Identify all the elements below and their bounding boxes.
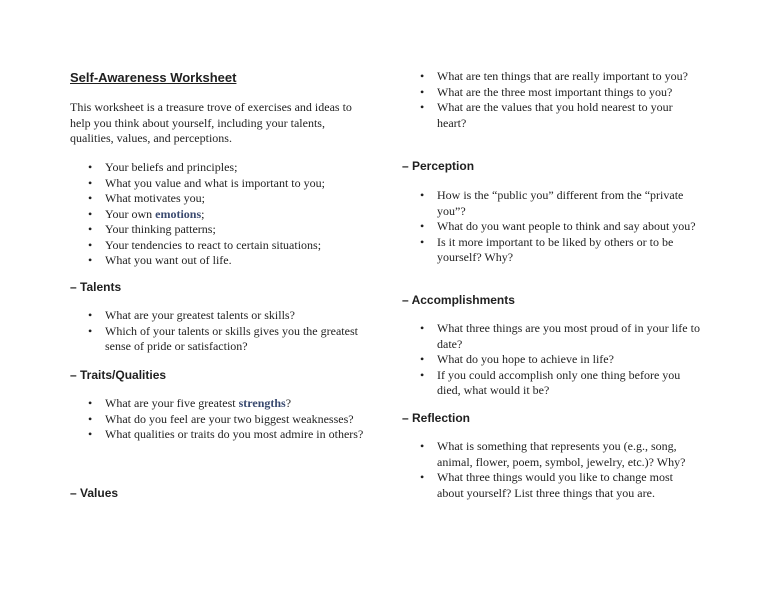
list-item: • What are ten things that are really important to you? [402, 69, 702, 85]
list-item [70, 396, 370, 412]
list-item: • What are the values that you hold nearest to your heart? [402, 100, 702, 131]
talents-list [70, 308, 370, 355]
perception-list [402, 188, 702, 266]
list-item: • How is the “public you” different from the “private you”? [402, 188, 702, 219]
list-item: • What do you want people to think and say about you? [402, 219, 702, 235]
list-item: • What three things would you like to change most about yourself? List three things that you are. [402, 470, 702, 501]
list-item-text: What are your five greatest [105, 396, 239, 410]
list-item: • Is it more important to be liked by others or to be yourself? Why? [402, 235, 702, 266]
traits-list [70, 396, 370, 443]
list-item: • What do you feel are your two biggest weaknesses? [70, 412, 370, 428]
values-list [402, 69, 702, 131]
list-item: • What you value and what is important to you; [70, 176, 370, 192]
reflection-list [402, 439, 702, 501]
reflection-heading: – Reflection [402, 411, 471, 425]
accomplishments-heading: – Accomplishments [402, 293, 515, 307]
perception-heading: – Perception [402, 159, 475, 173]
list-item: • What do you hope to achieve in life? [402, 352, 702, 368]
strengths-link-text: strengths [238, 396, 286, 410]
list-item: • Which of your talents or skills gives you the greatest sense of pride or satisfaction? [70, 324, 370, 355]
intro-list [70, 160, 370, 269]
talents-heading: – Talents [70, 280, 122, 294]
list-item: • If you could accomplish only one thing before you died, what would it be? [402, 368, 702, 399]
list-item: • What you want out of life. [70, 253, 370, 269]
emotions-link-text: emotions [155, 206, 202, 221]
list-item-text: ? [285, 396, 292, 410]
list-item: • What is something that represents you (e.g., song, animal, flower, poem, symbol, jewelry, etc.)? Why? [402, 439, 702, 470]
worksheet-title: Self-Awareness Worksheet [70, 70, 237, 85]
list-item: • Your beliefs and principles; [70, 160, 370, 176]
traits-heading: – Traits/Qualities [70, 368, 167, 382]
intro-paragraph: This worksheet is a treasure trove of exercises and ideas to help you think about yourself, including your talents, qualities, values, and perceptions. [70, 100, 352, 145]
list-item: • Your tendencies to react to certain situations; [70, 238, 370, 254]
list-item: • What motivates you; [70, 191, 370, 207]
list-item: • What are the three most important things to you? [402, 85, 702, 101]
list-item: • What are your greatest talents or skills? [70, 308, 370, 324]
list-item: • What qualities or traits do you most admire in others? [70, 427, 370, 443]
values-heading: – Values [70, 486, 119, 500]
list-item: • Your thinking patterns; [70, 222, 370, 238]
list-item: • What three things are you most proud of in your life to date? [402, 321, 702, 352]
list-item-text: ; [201, 206, 205, 221]
accomplishments-list [402, 321, 702, 399]
list-item [70, 207, 370, 223]
list-item-text: Your own [105, 206, 156, 221]
